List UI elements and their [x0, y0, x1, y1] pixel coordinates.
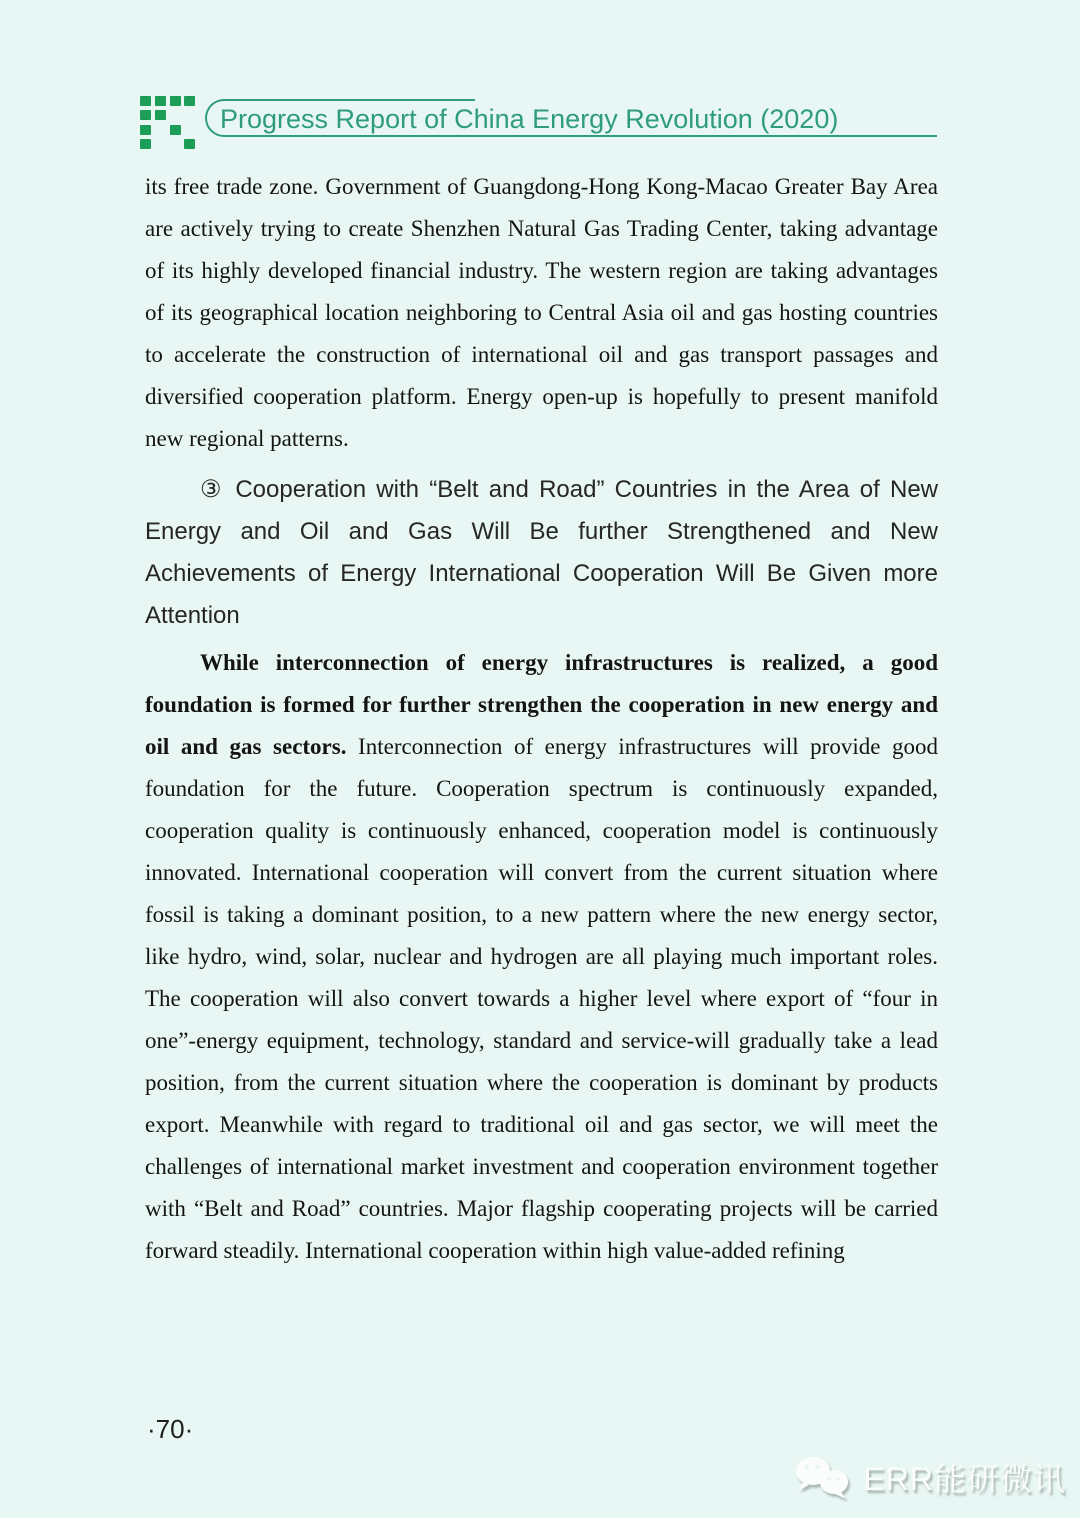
watermark-text: ERR能研微讯: [863, 1461, 1066, 1497]
paragraph-cooperation: [145, 642, 938, 1272]
pixel-logo-icon: [140, 96, 196, 150]
paragraph-trade-zone: its free trade zone. Government of Guangdong-Hong Kong-Macao Greater Bay Area are actively trying to create Shenzhen Natural Gas Trading Center, taking advantage of its highly developed financial industry. The western region are taking advantages of its geographical location neighboring to Central Asia oil and gas hosting countries to accelerate the construction of international oil and gas transport passages and diversified cooperation platform. Energy open-up is hopefully to present manifold new regional patterns.: [145, 174, 938, 451]
section-heading: ③ Cooperation with “Belt and Road” Countries in the Area of New Energy and Oil and Gas Will Be further Strengthened and New Achievements of Energy International Cooperation Will Be Given more Attention: [145, 476, 938, 629]
paragraph-continuation: Interconnection of energy infrastructures will provide good foundation for the future. Cooperation spectrum is continuously expanded, cooperation quality is continuously enhanced, cooperation model is continuously innovated. International cooperation will convert from the current situation where fossil is taking a dominant position, to a new pattern where the new energy sector, like hydro, wind, solar, nuclear and hydrogen are all playing much important roles. The cooperation will also convert towards a higher level where export of “four in one”-energy equipment, technology, standard and service-will gradually take a lead position, from the current situation where the cooperation is dominant by products export. Meanwhile with regard to traditional oil and gas sector, we will meet the challenges of international market investment and cooperation environment together with “Belt and Road” countries. Major flagship cooperating projects will be carried forward steadily. International cooperation within high value-added refining: [145, 734, 939, 1263]
paragraph-lead-bold: While interconnection of energy infrastructures is realized, a good foundation is formed for further strengthen the cooperation in new energy and oil and gas sectors.: [145, 650, 938, 759]
page-body: [145, 166, 938, 1272]
page-number: ·70·: [147, 1414, 194, 1444]
report-title: Progress Report of China Energy Revolution (2020): [220, 104, 839, 134]
watermark: [791, 1452, 1066, 1502]
wechat-icon: [791, 1452, 853, 1502]
